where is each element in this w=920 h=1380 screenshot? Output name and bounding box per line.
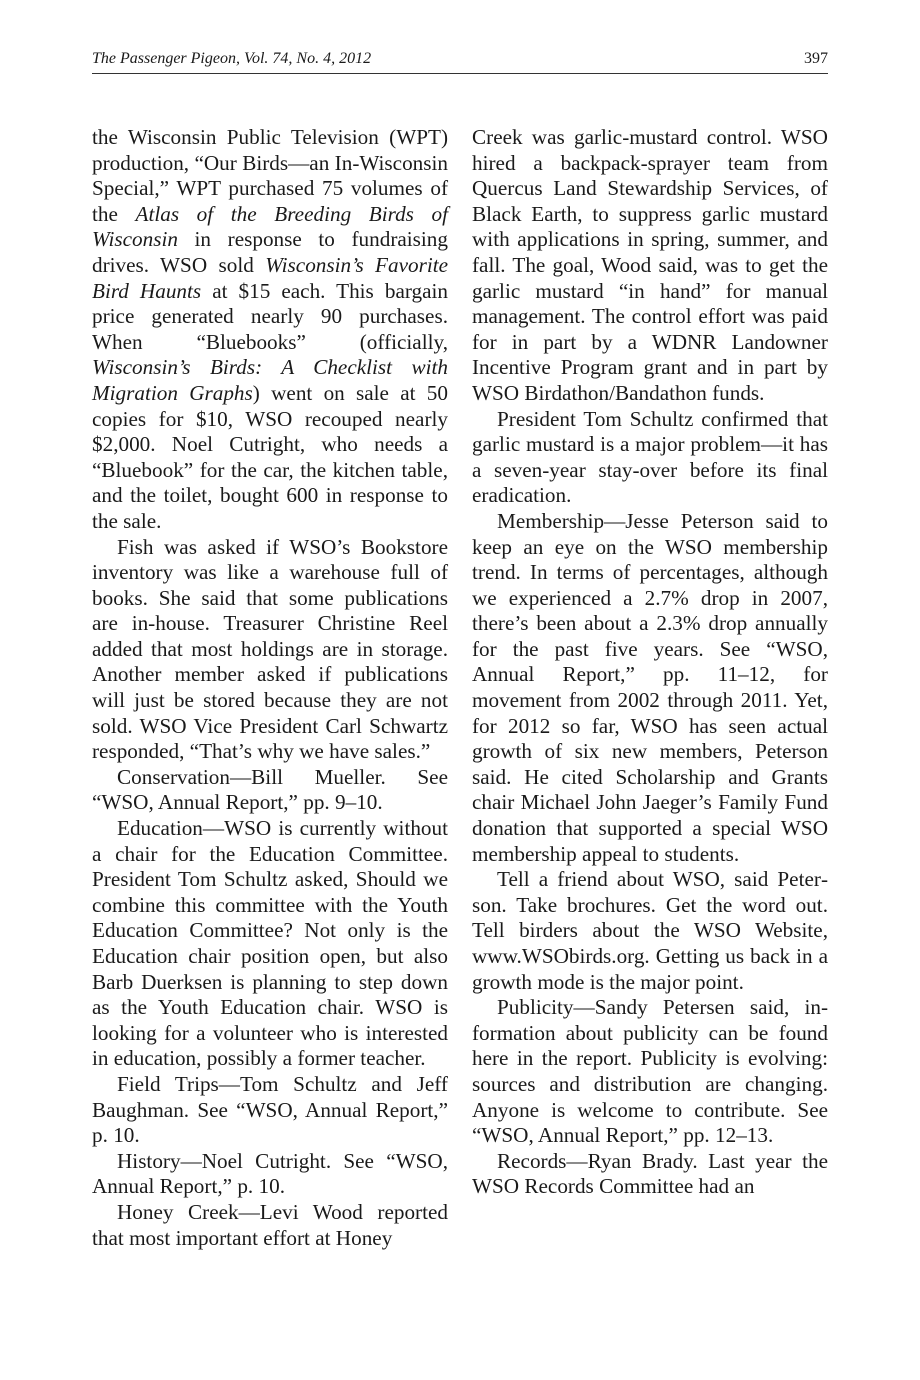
journal-citation: The Passenger Pigeon, Vol. 74, No. 4, 2012 [92,50,372,67]
text-run: the Wisconsin Public Television (WPT) production, “Our Birds—an In-Wisconsin Special,” WPT purchased 75 volumes of the [92,125,448,226]
paragraph-conservation: Conservation—Bill Mueller. See “WSO, Annual Report,” pp. 9–10. [92,764,448,815]
paragraph-education: Education—WSO is currently without a chair for the Education Committee. President Tom Schultz asked, Should we combine this committee with the Youth Education Committee? Not only is the Education chair position open, but also Barb Duerksen is planning to step down as the Youth Education chair. WSO is looking for a volunteer who is interested in education, possibly a former teacher. [92,816,448,1071]
paragraph-president-comment: President Tom Schultz confirmed that garlic mustard is a major problem—it has a seven-year stay-over before its final eradication. [472,406,828,508]
right-column [472,125,828,1200]
text-run: at $15 each. This bargain price generated nearly 90 purchases. When “Bluebooks” (officially, [92,278,448,354]
paragraph-history: History—Noel Cutright. See “WSO, Annual Report,” p. 10. [92,1148,448,1199]
left-column [92,125,448,1251]
page-number: 397 [804,50,828,67]
paragraph-field-trips: Field Trips—Tom Schultz and Jeff Baughman. See “WSO, Annual Report,” p. 10. [92,1071,448,1148]
paragraph-bookstore: Fish was asked if WSO’s Bookstore inventory was like a warehouse full of books. She said that some publications are in-house. Treasurer Christine Reel added that most holdings are in storage. Another member asked if publications will just be stored because they are not sold. WSO Vice President Carl Schwartz responded, “That’s why we have sales.” [92,534,448,764]
paragraph-publicity: Publicity—Sandy Petersen said, information about publicity can be found here in the report. Publicity is evolving: sources and distribution are changing. Anyone is welcome to contribute. See “WSO, Annual Report,” pp. 12–13. [472,995,828,1148]
paragraph-membership: Membership—Jesse Peterson said to keep an eye on the WSO membership trend. In terms of percentages, although we experienced a 2.7% drop in 2007, there’s been about a 2.3% drop annually for the past five years. See “WSO, Annual Report,” pp. 11–12, for movement from 2002 through 2011. Yet, for 2012 so far, WSO has seen actual growth of six new members, Peterson said. He cited Scholarship and Grants chair Michael John Jaeger’s Family Fund donation that supported a special WSO membership appeal to students. [472,508,828,866]
paragraph-honey-creek: Honey Creek—Levi Wood reported that most important effort at Honey [92,1199,448,1250]
paragraph-tell-a-friend: Tell a friend about WSO, said Peterson. Take brochures. Get the word out. Tell birders about the WSO Website, www.WSObirds.org. Getting us back in a growth mode is the major point. [472,867,828,994]
book-title: Wisconsin’s Birds: A Checklist with Migration Graphs [92,355,448,405]
text-run: ) went on sale at 50 copies for $10, WSO recouped nearly $2,000. Noel Cutright, who needs a “Bluebook” for the car, the kitchen table, and the toilet, bought 600 in response to the sale. [92,380,448,533]
book-title: Atlas of the Breeding Birds of Wisconsin [92,201,449,252]
paragraph-wpt-sales [92,125,448,535]
paragraph-records: Records—Ryan Brady. Last year the WSO Records Committee had an [472,1148,828,1199]
text-run: in response to fundraising drives. WSO sold [92,227,448,277]
header-rule [92,73,828,74]
paragraph-garlic-mustard: Creek was garlic-mustard control. WSO hired a backpack-sprayer team from Quercus Land Stewardship Services, of Black Earth, to suppress garlic mustard with applications in spring, summer, and fall. The goal, Wood said, was to get the garlic mustard “in hand” for manual management. The control effort was paid for in part by a WDNR Landowner Incentive Program grant and in part by WSO Birdathon/Bandathon funds. [472,125,828,405]
book-title: Wisconsin’s Favorite Bird Haunts [92,252,448,303]
running-header [92,49,828,69]
